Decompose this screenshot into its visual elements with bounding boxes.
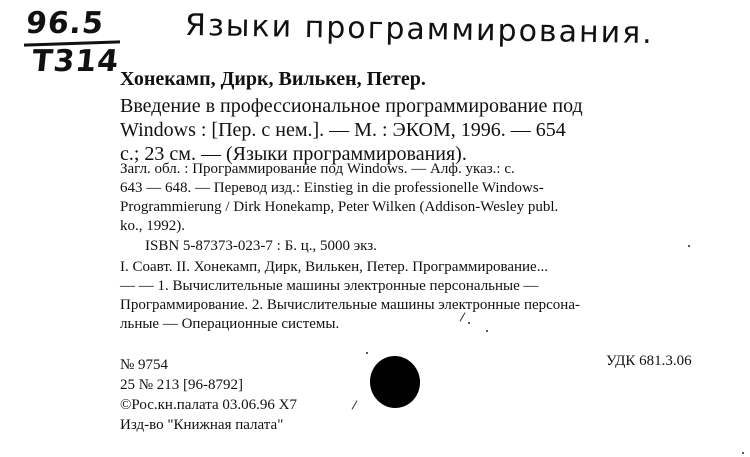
tracing-line: Программирование. 2. Вычислительные машины электронные персона- xyxy=(120,297,580,313)
title-line: с.; 23 см. — (Языки программирования). xyxy=(120,143,467,165)
footer-line: № 9754 xyxy=(120,357,169,373)
author-line: Хонекамп, Дирк, Вилькен, Петер. xyxy=(120,68,426,90)
ink-speck xyxy=(742,452,744,454)
ink-speck xyxy=(688,245,690,247)
udk-code: УДК 681.3.06 xyxy=(606,353,692,369)
title-block xyxy=(120,94,720,166)
isbn-line: ISBN 5-87373-023-7 : Б. ц., 5000 экз. xyxy=(145,238,377,254)
ink-blot xyxy=(366,352,424,412)
shelf-mark-bottom: Т314 xyxy=(30,44,121,79)
ink-speck xyxy=(486,330,488,332)
ink-mark xyxy=(352,400,358,409)
footer-line: ©Рос.кн.палата 03.06.96 Х7 xyxy=(120,397,298,413)
tracing-line: I. Соавт. II. Хонекамп, Дирк, Вилькен, Петер. Программирование... xyxy=(120,259,548,275)
title-line: Введение в профессиональное программирование под xyxy=(120,95,583,117)
footer-line: 25 № 213 [96-8792] xyxy=(120,377,244,393)
notes-line: ko., 1992). xyxy=(120,218,185,234)
title-line: Windows : [Пер. с нем.]. — М. : ЭКОМ, 1996. — 654 xyxy=(120,119,566,141)
tracing-line: — — 1. Вычислительные машины электронные персональные — xyxy=(120,278,539,294)
ink-speck xyxy=(468,322,470,324)
footer-line: Изд-во "Книжная палата" xyxy=(120,417,284,433)
tracing-line: льные — Операционные системы. xyxy=(120,316,340,332)
subject-heading: Языки программирования. xyxy=(184,7,655,52)
notes-line: Загл. обл. : Программирование под Windows. — Алф. указ.: с. xyxy=(120,161,515,177)
notes-block xyxy=(120,160,720,236)
tracings-block xyxy=(120,258,720,334)
ink-speck xyxy=(366,352,368,354)
notes-line: 643 — 648. — Перевод изд.: Einstieg in die professionelle Windows- xyxy=(120,180,544,196)
shelf-mark xyxy=(6,4,126,79)
notes-line: Programmierung / Dirk Honekamp, Peter Wilken (Addison-Wesley publ. xyxy=(120,199,559,215)
footer-block xyxy=(120,355,297,435)
shelf-mark-top: 96.5 xyxy=(24,6,106,41)
